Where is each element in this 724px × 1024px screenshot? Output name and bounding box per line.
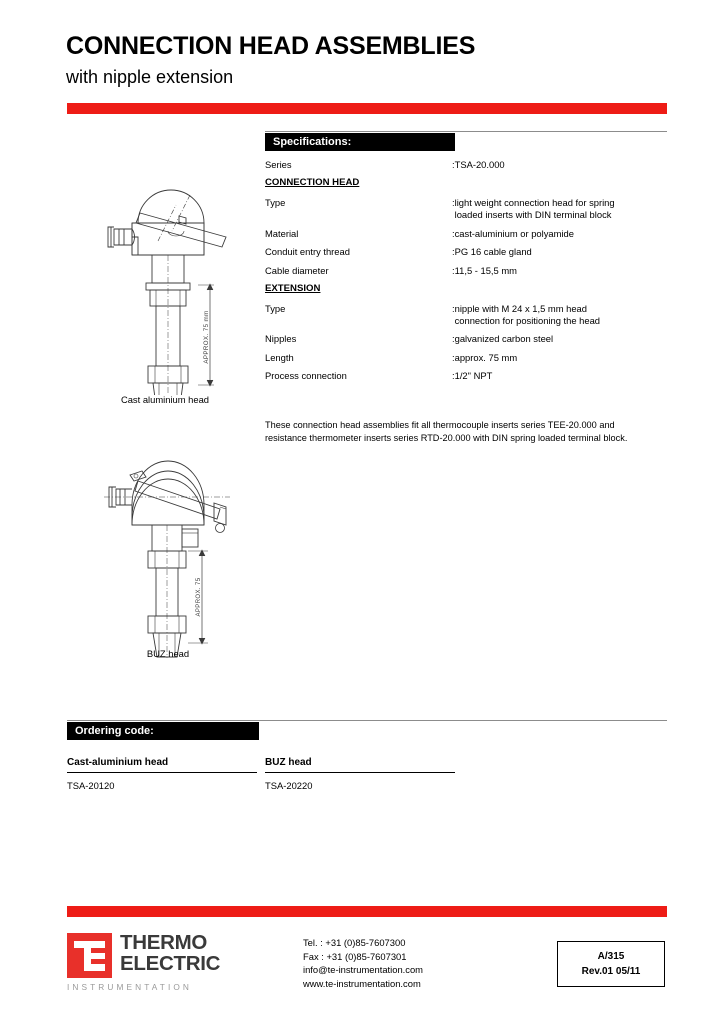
spec-row-conduit-entry-thread — [265, 247, 667, 256]
specifications-header: Specifications: — [265, 133, 455, 151]
spec-value: :1/2" NPT — [452, 370, 493, 382]
revision-box — [557, 941, 665, 987]
spec-group-heading-extension: EXTENSION — [265, 283, 321, 295]
spec-label: Series — [265, 159, 292, 170]
document-code: A/315 — [597, 951, 625, 962]
spec-value: :11,5 - 15,5 mm — [452, 264, 517, 276]
spec-label: Type — [265, 302, 286, 314]
spec-row-extension-type — [265, 304, 667, 326]
spec-row-series — [265, 160, 667, 169]
spec-row-nipples — [265, 334, 667, 343]
te-monogram-icon — [67, 933, 112, 978]
header-accent-bar — [67, 103, 667, 114]
svg-text:APPROX. 75 mm: APPROX. 75 mm — [203, 310, 210, 364]
spec-value-group — [452, 353, 667, 362]
spec-row-type — [265, 198, 667, 220]
spec-row-cable-diameter — [265, 266, 667, 275]
buz-head-drawing — [80, 443, 250, 663]
spec-value: :approx. 75 mm — [452, 351, 518, 363]
spec-value: :galvanized carbon steel — [452, 333, 554, 345]
spec-value-group — [452, 304, 667, 326]
spec-label: Length — [265, 351, 294, 363]
contact-email[interactable]: info@te-instrumentation.com — [303, 964, 423, 976]
spec-row-material — [265, 229, 667, 238]
spec-label: Process connection — [265, 370, 347, 382]
spec-value: :cast-aluminium or polyamide — [452, 227, 574, 239]
contact-website[interactable]: www.te-instrumentation.com — [303, 977, 421, 989]
spec-value-group — [452, 198, 667, 220]
spec-group-heading-connection-head: CONNECTION HEAD — [265, 177, 360, 189]
ordering-column-heading: BUZ head — [265, 757, 455, 773]
spec-value: :TSA-20.000 — [452, 159, 505, 170]
spec-value-group — [452, 266, 667, 275]
logo-line-1: THERMO — [120, 931, 208, 954]
ordering-column-buz — [265, 757, 455, 791]
contact-tel: Tel. : +31 (0)85-7607300 — [303, 937, 406, 948]
spec-value-group — [452, 247, 667, 256]
spec-value-group — [452, 160, 667, 169]
spec-row-length — [265, 353, 667, 362]
footer-accent-bar — [67, 906, 667, 917]
logo-tagline: INSTRUMENTATION — [67, 982, 193, 992]
spec-label: Material — [265, 227, 299, 239]
page-title: CONNECTION HEAD ASSEMBLIES — [66, 32, 476, 60]
ordering-column-code: TSA-20220 — [265, 780, 313, 791]
spec-label: Nipples — [265, 333, 297, 345]
cast-aluminium-head-drawing — [80, 145, 250, 400]
spec-value: :light weight connection head for spring — [452, 197, 615, 208]
spec-value: :PG 16 cable gland — [452, 246, 532, 258]
spec-value-group — [452, 371, 667, 380]
specifications-table — [265, 160, 667, 390]
spec-label: Cable diameter — [265, 264, 329, 276]
spec-label: Type — [265, 197, 286, 208]
spec-value: :nipple with M 24 x 1,5 mm head — [452, 302, 587, 314]
spec-value-continuation: connection for positioning the head — [452, 315, 601, 327]
page-subtitle: with nipple extension — [66, 67, 234, 87]
specifications-note: These connection head assemblies fit all thermocouple inserts series TEE-20.000 and resistance thermometer inserts series RTD-20.000 with DIN spring loaded terminal block. — [265, 420, 628, 444]
spec-row-process-connection — [265, 371, 667, 380]
specifications-rule — [265, 131, 667, 132]
cast-aluminium-head-caption: Cast aluminium head — [120, 394, 210, 405]
svg-text:APPROX. 75: APPROX. 75 — [196, 577, 202, 617]
spec-label: Conduit entry thread — [265, 246, 350, 258]
ordering-column-heading: Cast-aluminium head — [67, 757, 257, 773]
revision-date: Rev.01 05/11 — [581, 966, 641, 977]
ordering-column-cast-aluminium — [67, 757, 257, 791]
logo-line-2: ELECTRIC — [120, 951, 221, 975]
ordering-code-rule — [67, 720, 667, 721]
buz-head-caption: BUZ head — [146, 648, 190, 659]
spec-value-group — [452, 334, 667, 343]
ordering-column-code: TSA-20120 — [67, 780, 115, 791]
spec-value-group — [452, 229, 667, 238]
contact-fax: Fax : +31 (0)85-7607301 — [303, 950, 407, 962]
spec-value-continuation: loaded inserts with DIN terminal block — [452, 209, 612, 221]
ordering-code-header: Ordering code: — [67, 722, 259, 740]
contact-block — [303, 936, 423, 991]
company-logo — [67, 933, 220, 992]
